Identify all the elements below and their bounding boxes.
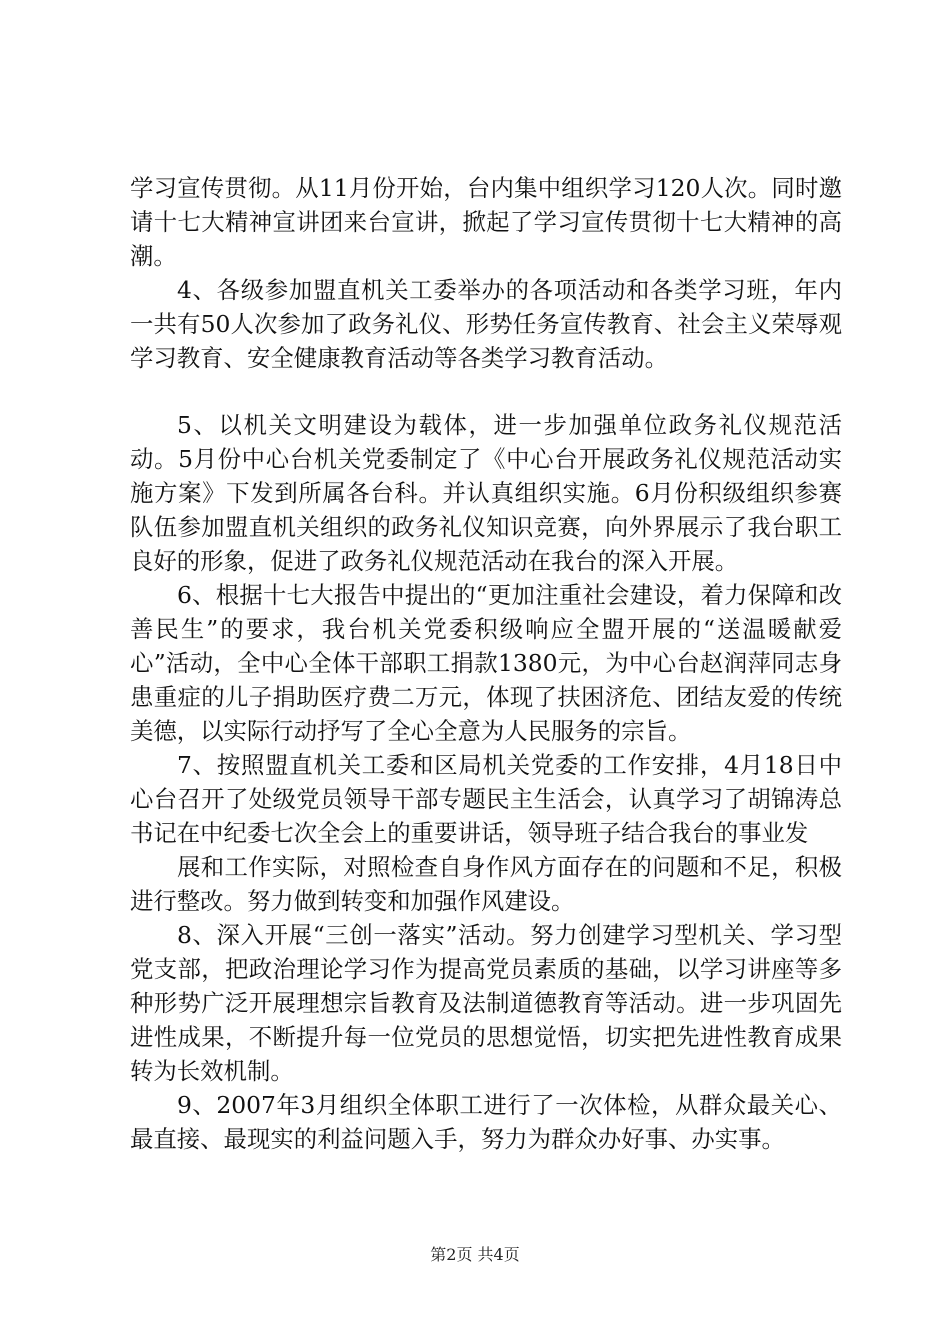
page-footer [0, 1243, 950, 1267]
document-body [130, 171, 842, 1156]
paragraph-item-4: 4、各级参加盟直机关工委举办的各项活动和各类学习班，年内一共有50人次参加了政务礼仪、形势任务宣传教育、社会主义荣辱观学习教育、安全健康教育活动等各类学习教育活动。 [130, 276, 842, 372]
page-number: 第2页 共4页 [430, 1245, 520, 1264]
paragraph-item-7-continued: 展和工作实际，对照检查自身作风方面存在的问题和不足，积极进行整改。努力做到转变和加强作风建设。 [130, 853, 842, 915]
paragraph-item-7: 7、按照盟直机关工委和区局机关党委的工作安排，4月18日中心台召开了处级党员领导干部专题民主生活会，认真学习了胡锦涛总书记在中纪委七次全会上的重要讲话，领导班子结合我台的事业发 [130, 751, 842, 847]
paragraph-item-9: 9、2007年3月组织全体职工进行了一次体检，从群众最关心、最直接、最现实的利益问题入手，努力为群众办好事、办实事。 [130, 1091, 842, 1153]
paragraph-gap [130, 375, 842, 408]
paragraph-continuation: 学习宣传贯彻。从11月份开始，台内集中组织学习120人次。同时邀请十七大精神宣讲团来台宣讲，掀起了学习宣传贯彻十七大精神的高潮。 [130, 174, 842, 270]
paragraph-item-8: 8、深入开展“三创一落实”活动。努力创建学习型机关、学习型党支部，把政治理论学习作为提高党员素质的基础，以学习讲座等多种形势广泛开展理想宗旨教育及法制道德教育等活动。进一步巩固先进性成果，不断提升每一位党员的思想觉悟，切实把先进性教育成果转为长效机制。 [130, 921, 842, 1085]
paragraph-item-5: 5、以机关文明建设为载体，进一步加强单位政务礼仪规范活动。5月份中心台机关党委制定了《中心台开展政务礼仪规范活动实施方案》下发到所属各台科。并认真组织实施。6月份积级组织参赛队伍参加盟直机关组织的政务礼仪知识竞赛，向外界展示了我台职工良好的形象，促进了政务礼仪规范活动在我台的深入开展。 [130, 411, 842, 575]
paragraph-item-6: 6、根据十七大报告中提出的“更加注重社会建设，着力保障和改善民生”的要求，我台机关党委积级响应全盟开展的“送温暖献爱心”活动，全中心全体干部职工捐款1380元，为中心台赵润萍同志身患重症的儿子捐助医疗费二万元，体现了扶困济危、团结友爱的传统美德，以实际行动抒写了全心全意为人民服务的宗旨。 [130, 581, 842, 745]
